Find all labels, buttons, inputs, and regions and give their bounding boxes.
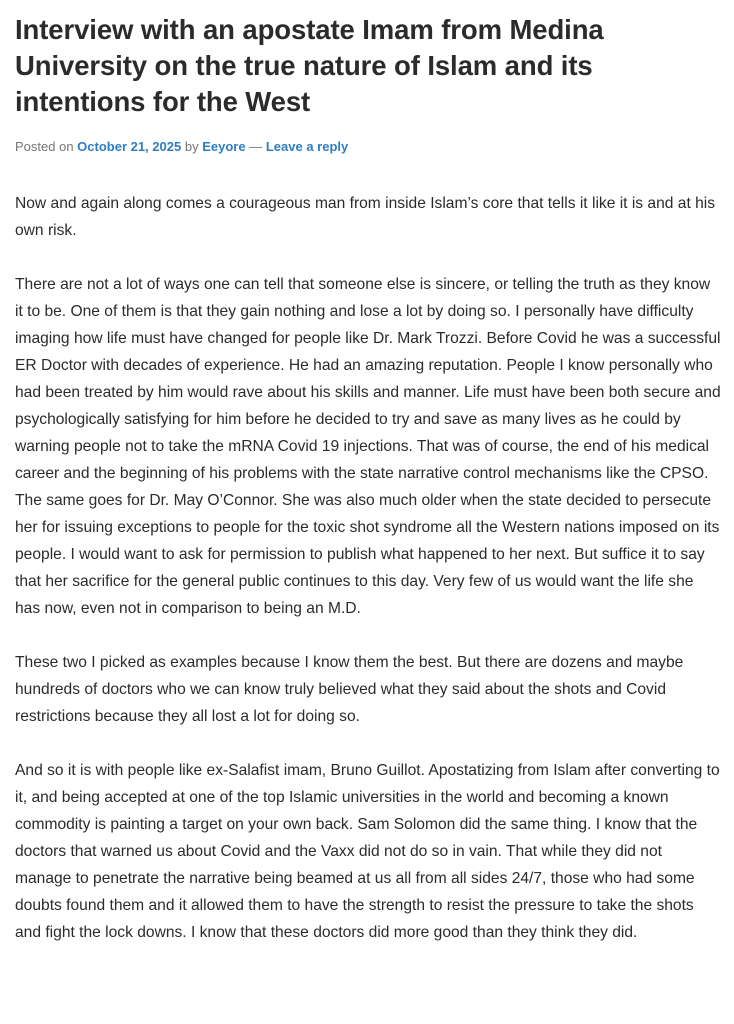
by-label: by	[184, 139, 199, 154]
post-meta	[15, 138, 721, 156]
paragraph-trozzi: There are not a lot of ways one can tell that someone else is sincere, or telling the truth as they know it to be. One of them is that they gain nothing and lose a lot by doing so. I personally have difficulty imaging how life must have changed for people like Dr. Mark Trozzi. Before Covid he was a successful ER Doctor with decades of experience. He had an amazing reputation. People I know personally who had been treated by him would rave about his skills and manner. Life must have been both secure and psychologically satisfying for him before he decided to try and save as many lives as he could by warning people not to take the mRNA Covid 19 injections. That was of course, the end of his medical career and the beginning of his problems with the state narrative control mechanisms like the CPSO. The same goes for Dr. May O’Connor. She was also much older when the state decided to persecute her for issuing exceptions to people for the toxic shot syndrome all the Western nations imposed on its people. I would want to ask for permission to publish what happened to her next. But suffice it to say that her sacrifice for the general public continues to this day. Very few of us would want the life she has now, even not in comparison to being an M.D.	[15, 276, 721, 617]
post-title: Interview with an apostate Imam from Medina University on the true nature of Islam and its intentions for the West	[15, 14, 604, 117]
author-link[interactable]: Eeyore	[202, 139, 246, 154]
posted-on-label: Posted on	[15, 139, 74, 154]
bottom-fade	[0, 994, 734, 1024]
post-date-link[interactable]: October 21, 2025	[77, 139, 182, 154]
leave-reply-link[interactable]: Leave a reply	[265, 139, 349, 154]
paragraph-guillot: And so it is with people like ex-Salafist imam, Bruno Guillot. Apostatizing from Islam after converting to it, and being accepted at one of the top Islamic universities in the world and becoming a known commodity is painting a target on your own back. Sam Solomon did the same thing. I know that the doctors that warned us about Covid and the Vaxx did not do so in vain. That while they did not manage to penetrate the narrative being beamed at us all from all sides 24/7, those who had some doubts found them and it allowed them to have the strength to resist the pressure to take the shots and fight the lock downs. I know that these doctors did more good than they think they did.	[15, 762, 720, 941]
paragraph-intro: Now and again along comes a courageous man from inside Islam’s core that tells it like it is and at his own risk.	[15, 195, 716, 239]
post-content	[15, 190, 721, 946]
paragraph-examples: These two I picked as examples because I know them the best. But there are dozens and maybe hundreds of doctors who we can know truly believed what they said about the shots and Covid restrictions because they all lost a lot for doing so.	[15, 654, 684, 725]
meta-separator: —	[249, 139, 263, 154]
post-article	[15, 0, 721, 973]
